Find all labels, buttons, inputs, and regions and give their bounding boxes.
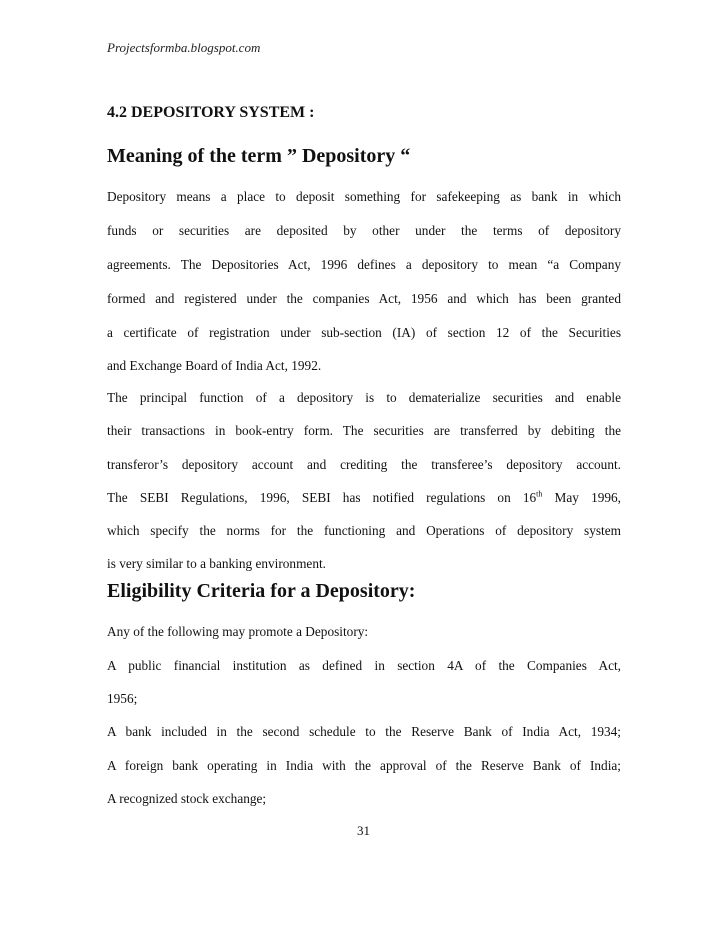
paragraph-line: The principal function of a depository is to dematerialize securities and enable: [107, 390, 621, 405]
page-header-site: Projectsformba.blogspot.com: [107, 40, 261, 55]
list-item: A public financial institution as defined in section 4A of the Companies Act,: [107, 658, 621, 673]
paragraph-line: transferor’s depository account and crediting the transferee’s depository account.: [107, 457, 621, 472]
list-item-continuation: 1956;: [107, 691, 138, 706]
paragraph-line: which specify the norms for the functioning and Operations of depository system: [107, 523, 621, 538]
paragraph-line-sebi: [107, 489, 621, 507]
paragraph-line: Depository means a place to deposit something for safekeeping as bank in which: [107, 189, 621, 204]
date-ordinal-superscript: th: [536, 489, 543, 499]
paragraph-line: Any of the following may promote a Depository:: [107, 624, 369, 639]
list-item: A foreign bank operating in India with the approval of the Reserve Bank of India;: [107, 758, 621, 773]
page-number: 31: [357, 823, 370, 838]
sebi-text-start: The SEBI Regulations, 1996, SEBI has notified regulations on 16: [107, 490, 537, 505]
paragraph-line: a certificate of registration under sub-section (IA) of section 12 of the Securities: [107, 325, 621, 340]
paragraph-line: is very similar to a banking environment.: [107, 556, 326, 571]
paragraph-line: funds or securities are deposited by other under the terms of depository: [107, 223, 621, 238]
paragraph-line: and Exchange Board of India Act, 1992.: [107, 358, 322, 373]
eligibility-heading: Eligibility Criteria for a Depository:: [107, 580, 416, 602]
paragraph-line: their transactions in book-entry form. The securities are transferred by debiting the: [107, 423, 621, 438]
section-heading: 4.2 DEPOSITORY SYSTEM :: [107, 104, 315, 121]
meaning-heading: Meaning of the term ” Depository “: [107, 145, 411, 167]
sebi-text-end: May 1996,: [542, 490, 621, 505]
paragraph-line: formed and registered under the companies Act, 1956 and which has been granted: [107, 291, 621, 306]
list-item: A bank included in the second schedule to the Reserve Bank of India Act, 1934;: [107, 724, 621, 739]
list-item: A recognized stock exchange;: [107, 791, 267, 806]
paragraph-line: agreements. The Depositories Act, 1996 defines a depository to mean “a Company: [107, 257, 621, 272]
